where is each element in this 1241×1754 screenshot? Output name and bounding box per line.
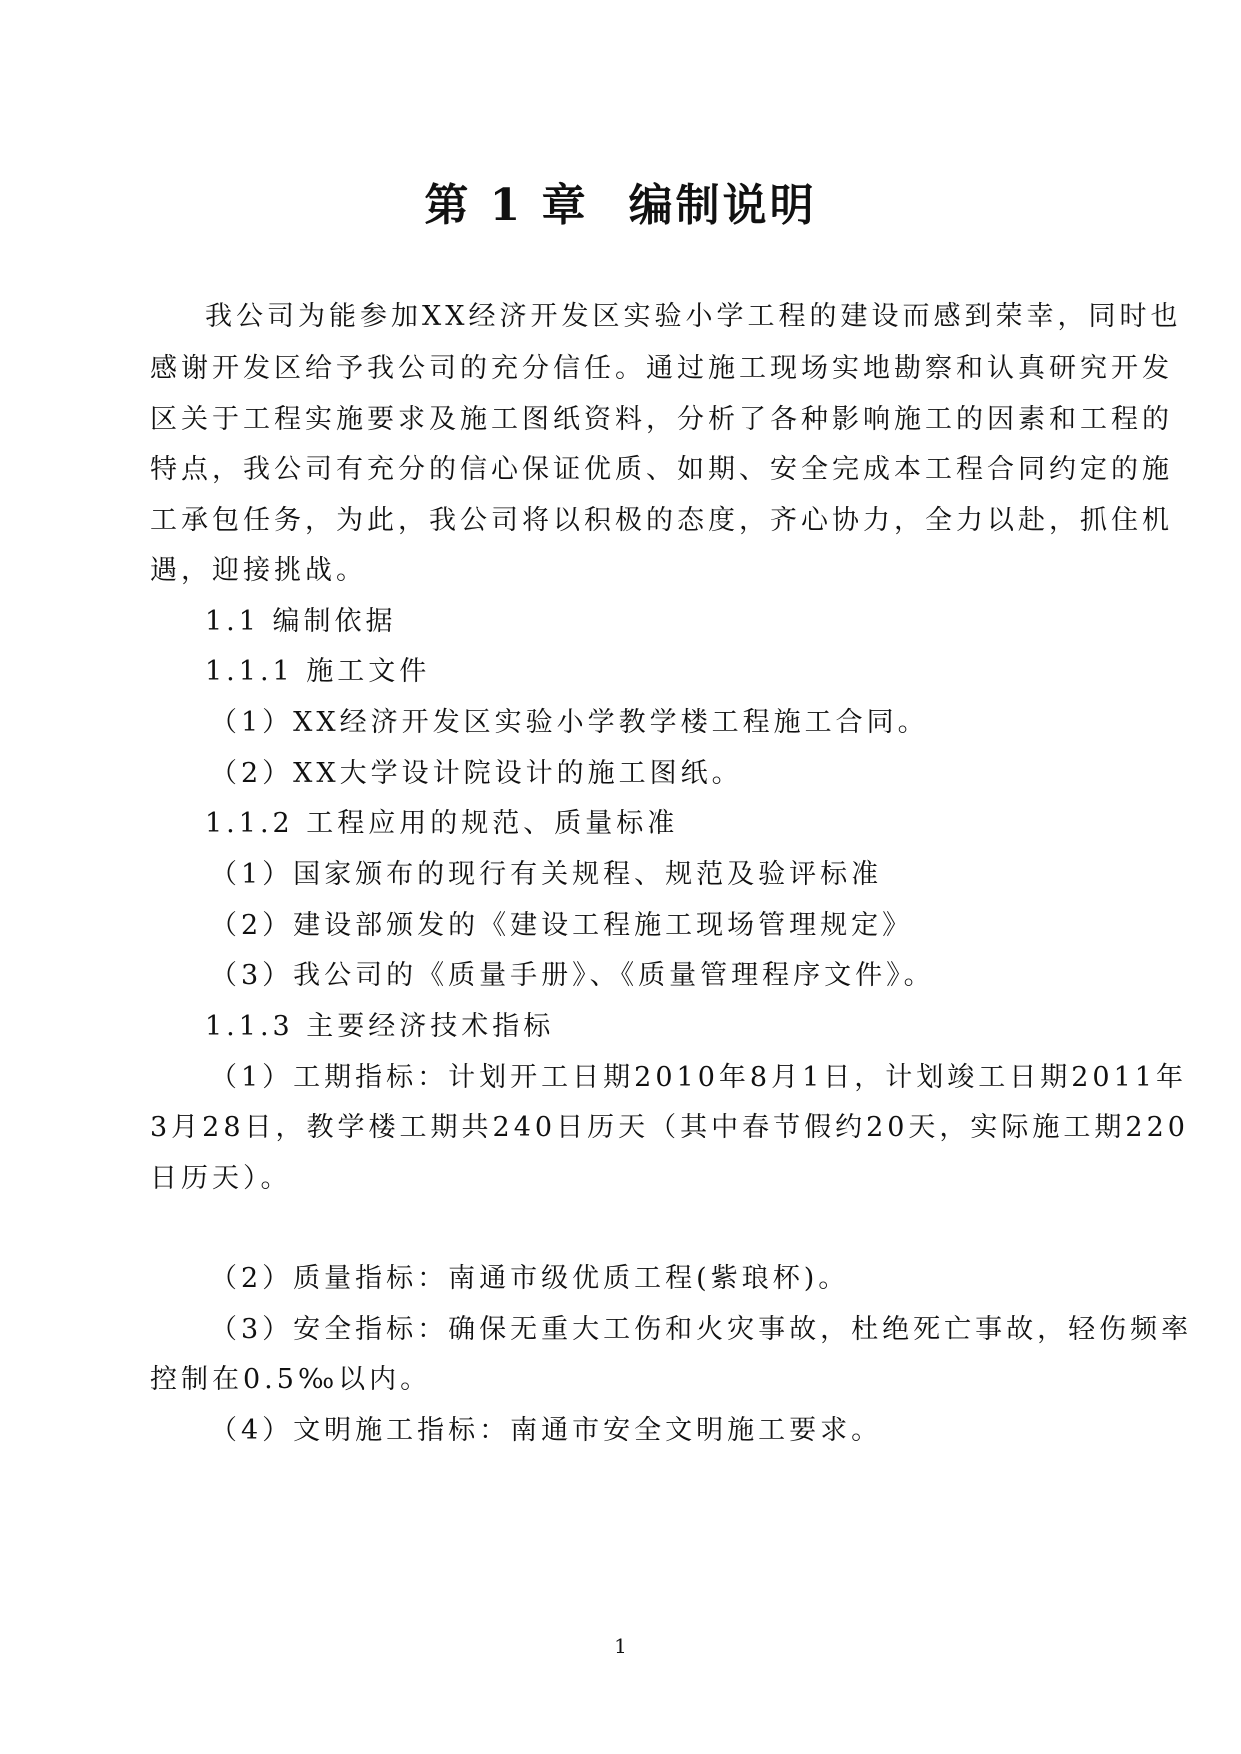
- list-item: （1）工期指标：计划开工日期2010年8月1日，计划竣工日期2011年: [210, 1062, 1187, 1093]
- page-number: 1: [614, 1634, 627, 1658]
- subsection-heading: 1.1.2 工程应用的规范、质量标准: [205, 808, 679, 839]
- chapter-title: [0, 178, 1241, 234]
- list-item: （1）国家颁布的现行有关规程、规范及验评标准: [210, 859, 883, 890]
- intro-line: 感谢开发区给予我公司的充分信任。通过施工现场实地勘察和认真研究开发: [150, 353, 1173, 384]
- intro-line: 遇，迎接挑战。: [150, 555, 367, 586]
- section-heading: 1.1 编制依据: [205, 606, 397, 637]
- chapter-number: 第 1 章: [424, 180, 589, 231]
- subsection-heading: 1.1.3 主要经济技术指标: [205, 1011, 555, 1042]
- intro-line: 工承包任务，为此，我公司将以积极的态度，齐心协力，全力以赴，抓住机: [150, 505, 1173, 536]
- list-item: （3）安全指标：确保无重大工伤和火灾事故，杜绝死亡事故，轻伤频率: [210, 1314, 1193, 1345]
- subsection-heading: 1.1.1 施工文件: [205, 656, 431, 687]
- list-item-continuation: 3月28日，教学楼工期共240日历天（其中春节假约20天，实际施工期220: [150, 1112, 1189, 1143]
- intro-line: 区关于工程实施要求及施工图纸资料，分析了各种影响施工的因素和工程的: [150, 404, 1173, 435]
- intro-line: 特点，我公司有充分的信心保证优质、如期、安全完成本工程合同约定的施: [150, 454, 1173, 485]
- list-item: （2）质量指标：南通市级优质工程(紫琅杯)。: [210, 1263, 850, 1294]
- list-item-continuation: 日历天）。: [150, 1163, 292, 1194]
- list-item: （2）建设部颁发的《建设工程施工现场管理规定》: [210, 910, 914, 941]
- list-item: （1）XX经济开发区实验小学教学楼工程施工合同。: [210, 707, 929, 738]
- list-item: （4）文明施工指标：南通市安全文明施工要求。: [210, 1415, 883, 1446]
- intro-line: 我公司为能参加XX经济开发区实验小学工程的建设而感到荣幸，同时也: [205, 301, 1182, 332]
- list-item-continuation: 控制在0.5‰以内。: [150, 1364, 432, 1395]
- chapter-name: 编制说明: [628, 180, 817, 231]
- list-item: （2）XX大学设计院设计的施工图纸。: [210, 758, 743, 789]
- list-item: （3）我公司的《质量手册》、《质量管理程序文件》。: [210, 960, 935, 991]
